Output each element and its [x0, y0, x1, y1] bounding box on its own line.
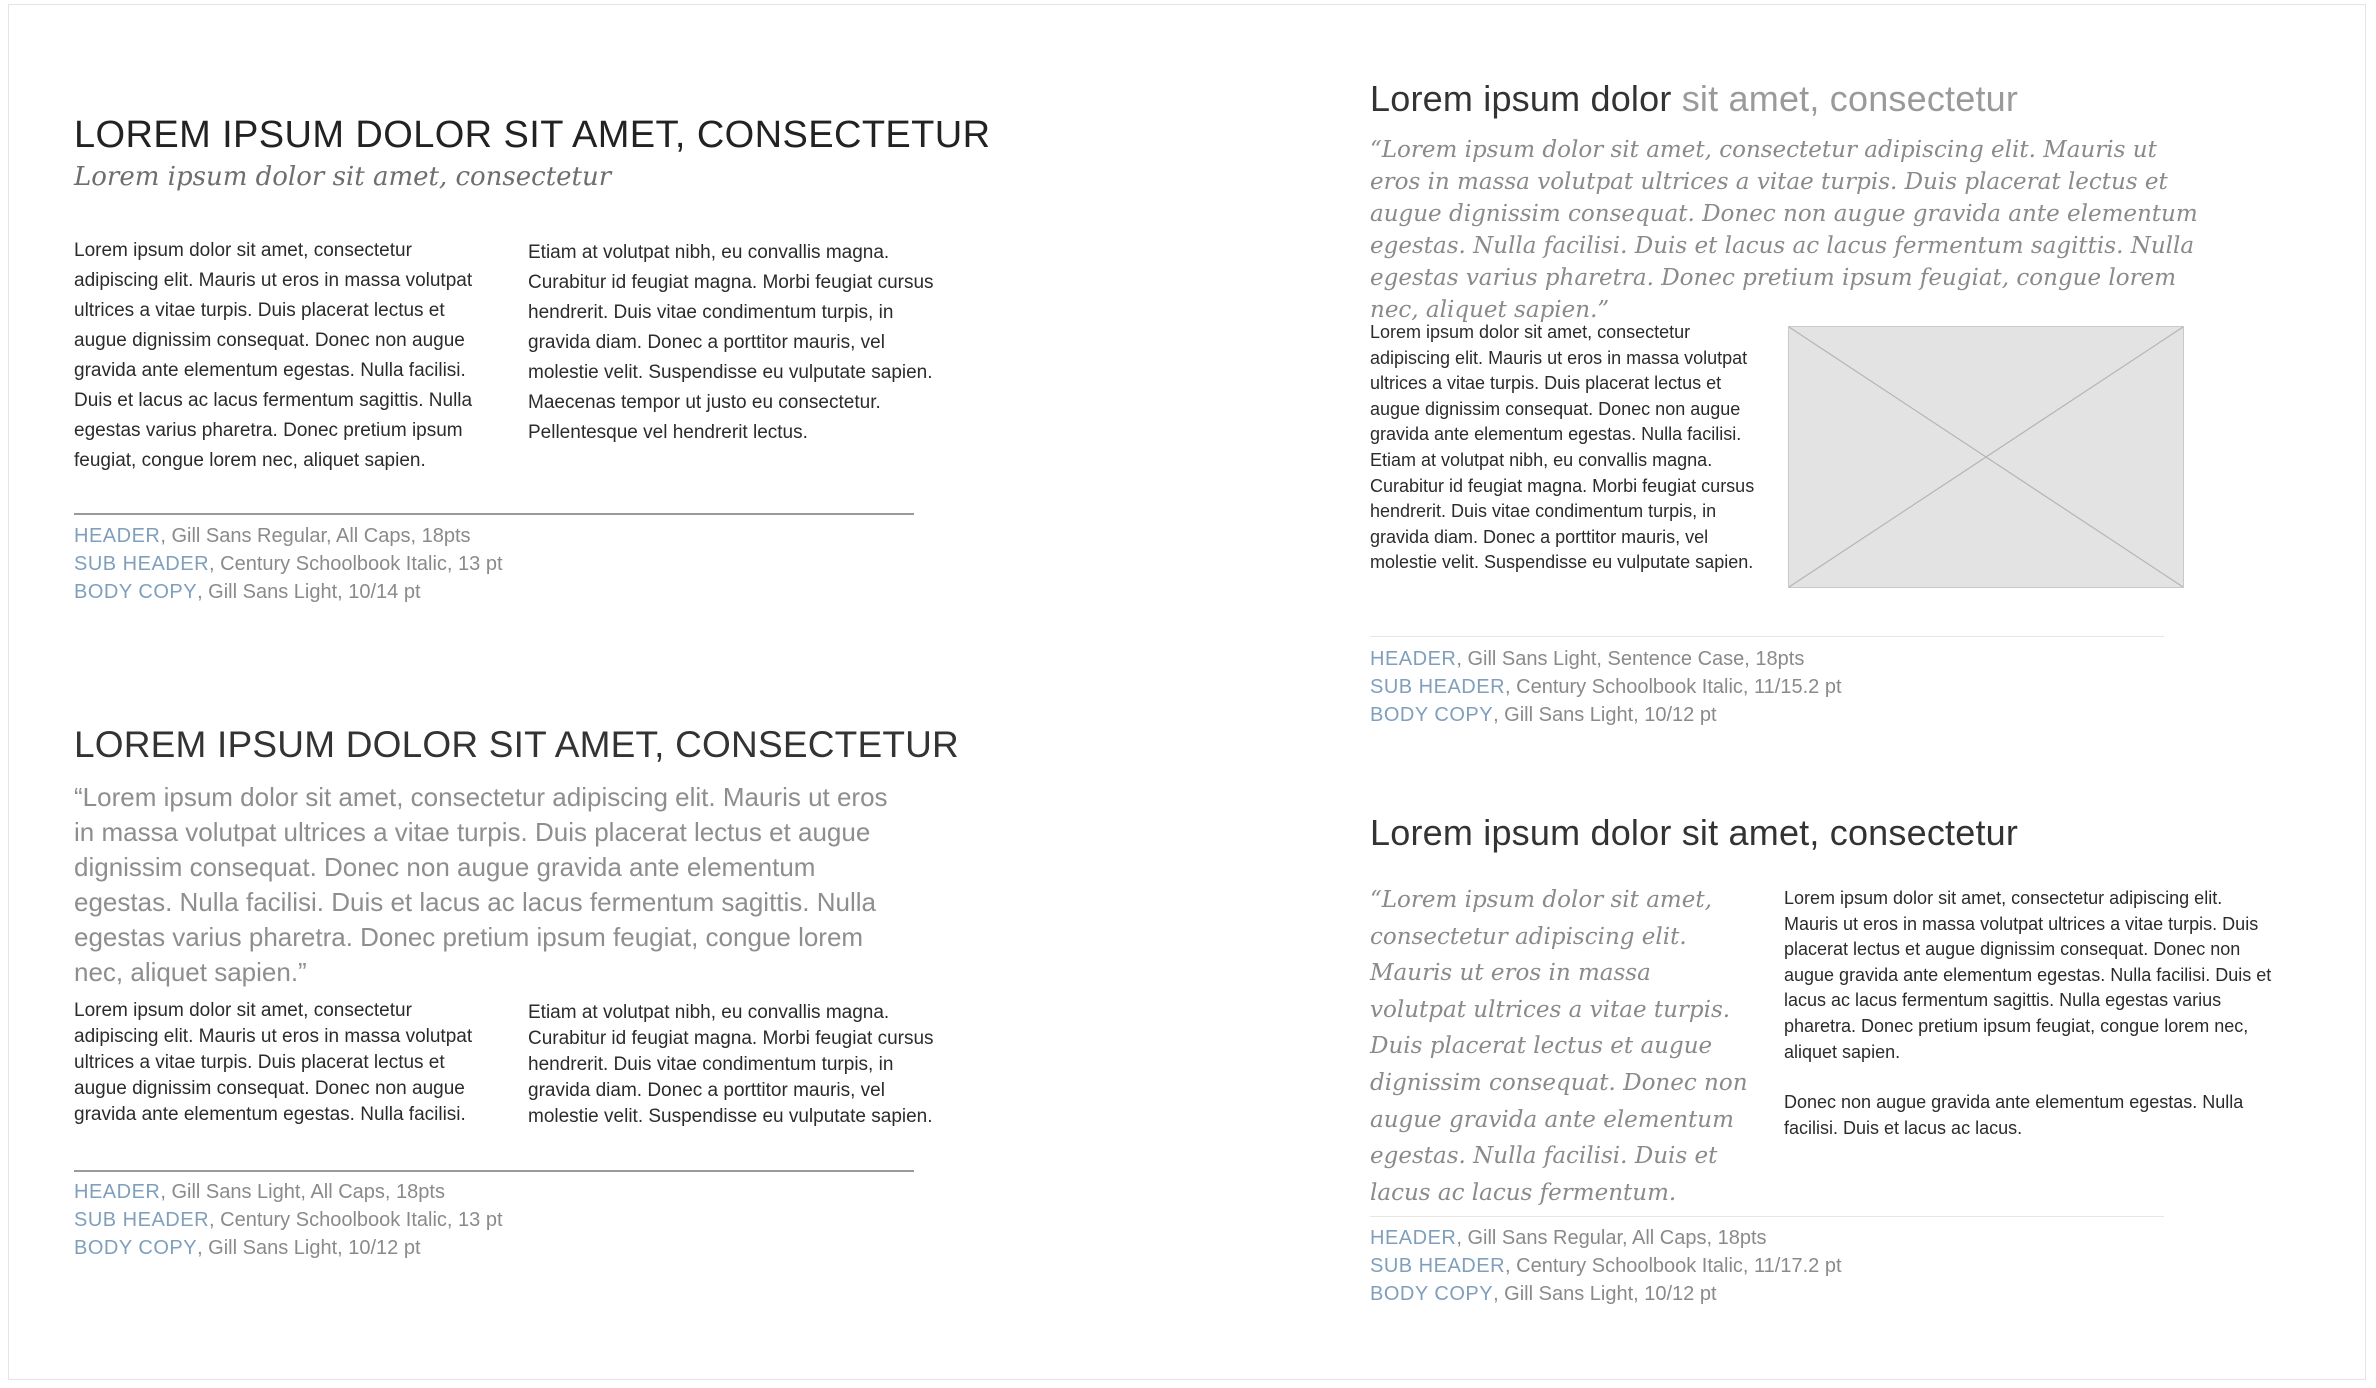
spec-value: , Century Schoolbook Italic, 11/17.2 pt — [1505, 1255, 1842, 1277]
spec-value: , Gill Sans Light, Sentence Case, 18pts — [1456, 648, 1805, 670]
spec-value: , Gill Sans Regular, All Caps, 18pts — [1456, 1227, 1767, 1249]
section3-header — [1370, 78, 2018, 120]
spec-key: HEADER — [1370, 648, 1457, 670]
section3-quote: “Lorem ipsum dolor sit amet, consectetur adipiscing elit. Mauris ut eros in massa volutpat ultrices a vitae turpis. Duis placerat lectus et augue dignissim consequat. Donec non augue gravida ante elementum egestas. Nulla facilisi. Duis et lacus ac lacus fermentum sagittis. Nulla egestas varius pharetra. Donec pretium ipsum feugiat, congue lorem nec, aliquet sapien.” — [1370, 137, 2198, 323]
section2-body-col1-text: Lorem ipsum dolor sit amet, consectetur adipiscing elit. Mauris ut eros in massa volutpat ultrices a vitae turpis. Duis placerat lectus et augue dignissim consequat. Donec non augue gravida ante elementum egestas. Nulla facilisi. — [74, 1000, 473, 1125]
spec-line-header — [74, 1178, 503, 1206]
section3-header-dark: Lorem ipsum dolor — [1370, 78, 1672, 119]
section4-body-p2: Donec non augue gravida ante elementum egestas. Nulla facilisi. Duis et lacus ac lacus. — [1784, 1092, 2244, 1138]
spec-value: , Gill Sans Light, All Caps, 18pts — [160, 1181, 445, 1203]
spec-value: , Century Schoolbook Italic, 13 pt — [209, 553, 503, 575]
spec-line-body — [1370, 701, 1842, 729]
spec-value: , Gill Sans Light, 10/12 pt — [1493, 704, 1717, 726]
section4-specs — [1370, 1224, 1842, 1308]
spec-line-subheader — [74, 1206, 503, 1234]
section1-body-col1 — [74, 236, 499, 476]
spec-key: HEADER — [1370, 1227, 1457, 1249]
section4-body-p1: Lorem ipsum dolor sit amet, consectetur adipiscing elit. Mauris ut eros in massa volutpat ultrices a vitae turpis. Duis placerat lectus et augue dignissim consequat. Donec non augue gravida ante elementum egestas. Nulla facilisi. Duis et lacus ac lacus fermentum sagittis. Nulla egestas varius pharetra. Donec pretium ipsum feugiat, congue lorem nec, aliquet sapien. — [1784, 888, 2272, 1062]
section3-header-light: sit amet, consectetur — [1671, 78, 2019, 119]
spec-key: HEADER — [74, 525, 161, 547]
spec-value: , Century Schoolbook Italic, 13 pt — [209, 1209, 503, 1231]
spec-line-subheader — [74, 550, 503, 578]
spec-key: SUB HEADER — [1370, 1255, 1506, 1277]
section3-divider — [1370, 636, 2164, 637]
spec-line-body — [74, 1234, 503, 1262]
image-placeholder — [1788, 326, 2184, 588]
section2-body-col2-text: Etiam at volutpat nibh, eu convallis magna. Curabitur id feugiat magna. Morbi feugiat cursus hendrerit. Duis vitae condimentum turpis, in gravida diam. Donec a porttitor mauris, vel molestie velit. Suspendisse eu vulputate sapien. — [528, 1002, 934, 1127]
spec-line-subheader — [1370, 673, 1842, 701]
spec-value: , Gill Sans Light, 10/12 pt — [1493, 1283, 1717, 1305]
section2-quote: “Lorem ipsum dolor sit amet, consectetur adipiscing elit. Mauris ut eros in massa volutpat ultrices a vitae turpis. Duis placerat lectus et augue dignissim consequat. Donec non augue gravida ante elementum egestas. Nulla facilisi. Duis et lacus ac lacus fermentum sagittis. Nulla egestas varius pharetra. Donec pretium ipsum feugiat, congue lorem nec, aliquet sapien.” — [74, 782, 888, 987]
spec-key: SUB HEADER — [74, 1209, 210, 1231]
section2-specs — [74, 1178, 503, 1262]
spec-key: BODY COPY — [74, 1237, 198, 1259]
spec-line-body — [1370, 1280, 1842, 1308]
spec-key: BODY COPY — [1370, 1283, 1494, 1305]
section1-body-col2-text: Etiam at volutpat nibh, eu convallis magna. Curabitur id feugiat magna. Morbi feugiat cursus hendrerit. Duis vitae condimentum turpis, in gravida diam. Donec a porttitor mauris, vel molestie velit. Suspendisse eu vulputate sapien. Maecenas tempor ut justo eu consectetur. Pellentesque vel hendrerit lectus. — [528, 242, 934, 443]
spec-value: , Gill Sans Light, 10/14 pt — [197, 581, 421, 603]
section1-subheader: Lorem ipsum dolor sit amet, consectetur — [74, 162, 612, 192]
spec-key: SUB HEADER — [74, 553, 210, 575]
section4-quote: “Lorem ipsum dolor sit amet, consectetur adipiscing elit. Mauris ut eros in massa volutpat ultrices a vitae turpis. Duis placerat lectus et augue dignissim consequat. Donec non augue gravida ante elementum egestas. Nulla facilisi. Duis et lacus ac lacus fermentum. — [1370, 887, 1748, 1206]
section2-divider — [74, 1170, 914, 1172]
section2-body-col1 — [74, 998, 499, 1128]
section1-body-col1-text: Lorem ipsum dolor sit amet, consectetur adipiscing elit. Mauris ut eros in massa volutpat ultrices a vitae turpis. Duis placerat lectus et augue dignissim consequat. Donec non augue gravida ante elementum egestas. Nulla facilisi. Duis et lacus ac lacus fermentum sagittis. Nulla egestas varius pharetra. Donec pretium ipsum feugiat, congue lorem nec, aliquet sapien. — [74, 240, 473, 471]
spec-value: , Century Schoolbook Italic, 11/15.2 pt — [1505, 676, 1842, 698]
section1-header: LOREM IPSUM DOLOR SIT AMET, CONSECTETUR — [74, 114, 991, 156]
section1-divider — [74, 513, 914, 515]
spec-value: , Gill Sans Light, 10/12 pt — [197, 1237, 421, 1259]
spec-key: BODY COPY — [74, 581, 198, 603]
spec-key: BODY COPY — [1370, 704, 1494, 726]
section4-divider — [1370, 1216, 2164, 1217]
spec-value: , Gill Sans Regular, All Caps, 18pts — [160, 525, 471, 547]
spec-key: HEADER — [74, 1181, 161, 1203]
section4-body — [1784, 886, 2274, 1141]
placeholder-cross-icon — [1789, 327, 2183, 587]
section3-specs — [1370, 645, 1842, 729]
spec-line-body — [74, 578, 503, 606]
section3-body-text: Lorem ipsum dolor sit amet, consectetur adipiscing elit. Mauris ut eros in massa volutpat ultrices a vitae turpis. Duis placerat lectus et augue dignissim consequat. Donec non augue gravida ante elementum egestas. Nulla facilisi. Etiam at volutpat nibh, eu convallis magna. Curabitur id feugiat magna. Morbi feugiat cursus hendrerit. Duis vitae condimentum turpis, in gravida diam. Donec a porttitor mauris, vel molestie velit. Suspendisse eu vulputate sapien. — [1370, 322, 1755, 573]
section3-body — [1370, 320, 1760, 576]
section4-header: Lorem ipsum dolor sit amet, consectetur — [1370, 812, 2019, 853]
spec-line-subheader — [1370, 1252, 1842, 1280]
section1-specs — [74, 522, 503, 606]
spec-line-header — [1370, 645, 1842, 673]
section1-body-col2 — [528, 238, 938, 448]
spec-line-header — [1370, 1224, 1842, 1252]
section2-body-col2 — [528, 1000, 938, 1130]
spec-key: SUB HEADER — [1370, 676, 1506, 698]
section2-header: LOREM IPSUM DOLOR SIT AMET, CONSECTETUR — [74, 724, 959, 765]
spec-line-header — [74, 522, 503, 550]
